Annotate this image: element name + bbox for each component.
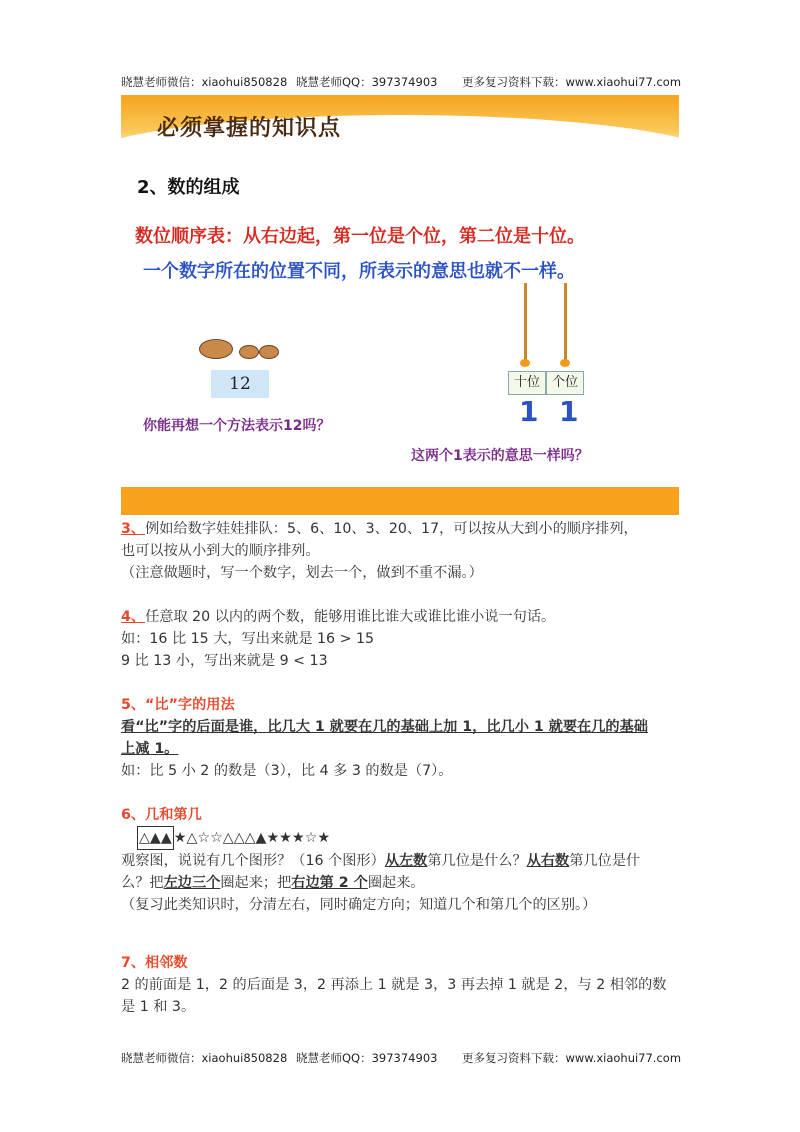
knowledge-banner — [121, 95, 679, 515]
banner-question-left: 你能再想一个方法表示12吗？ — [143, 418, 331, 434]
sec4-line2: 如：16 比 15 大，写出来就是 16 > 15 — [121, 631, 375, 647]
abacus-bead-tens — [520, 359, 530, 367]
banner-red-line: 数位顺序表：从右边起，第一位是个位，第二位是十位。 — [135, 226, 585, 247]
shapes-boxed-group: △▲▲ — [137, 826, 174, 850]
sec7-line1: 2 的前面是 1，2 的后面是 3，2 再添上 1 就是 3，3 再去掉 1 就是 2，与 2 相邻的数 — [121, 977, 667, 993]
sec3-line1: 3、例如给数字娃娃排队：5、6、10、3、20、17，可以按从大到小的顺序排列， — [121, 521, 638, 537]
sec7-title: 7、相邻数 — [121, 955, 188, 971]
footer-download: 更多复习资料下载：www.xiaohui77.com — [462, 1051, 682, 1065]
sec3-note: （注意做题时，写一个数字，划去一个，做到不重不漏。） — [121, 565, 483, 581]
sec7-line2: 是 1 和 3。 — [121, 999, 196, 1015]
sec5-rule-line1: 看“比”字的后面是谁，比几大 1 就要在几的基础上加 1，比几小 1 就要在几的基础 — [121, 719, 648, 735]
sec6-title: 6、几和第几 — [121, 807, 202, 823]
banner-question-right: 这两个1表示的意思一样吗？ — [411, 448, 589, 464]
ones-digit: 1 — [559, 395, 579, 428]
abacus-rod-tens — [524, 283, 527, 361]
abacus-bead-ones — [560, 359, 570, 367]
sec5-title: 5、“比”字的用法 — [121, 697, 235, 713]
header-wechat: 晓慧老师微信：xiaohui850828 — [121, 75, 288, 89]
sec6-note: （复习此类知识时，分清左右，同时确定方向；知道几个和第几个的区别。） — [121, 897, 597, 913]
sec5-example: 如：比 5 小 2 的数是（3），比 4 多 3 的数是（7）。 — [121, 763, 453, 779]
number-card: 12 — [211, 370, 269, 398]
sec6-shapes — [121, 826, 681, 850]
sec4-line3: 9 比 13 小，写出来就是 9 < 13 — [121, 653, 328, 669]
header-qq: 晓慧老师QQ：397374903 — [296, 75, 438, 89]
abacus-rod-ones — [564, 283, 567, 361]
banner-title: 必须掌握的知识点 — [157, 116, 342, 141]
tens-digit: 1 — [519, 395, 539, 428]
sec6-question-line2: 么？把左边三个圈起来；把右边第 2 个圈起来。 — [121, 875, 425, 891]
footer-qq: 晓慧老师QQ：397374903 — [296, 1051, 438, 1065]
sec3-number: 3、 — [121, 521, 146, 537]
tens-label: 十位 — [508, 371, 546, 395]
main-content — [121, 518, 681, 1018]
sec5-rule-line2: 上减 1。 — [121, 741, 179, 757]
sec6-question-line1: 观察图，说说有几个图形？（16 个图形）从左数第几位是什么？从右数第几位是什 — [121, 853, 641, 869]
shapes-rest: ★△☆☆△△△▲★★★☆★ — [173, 830, 331, 846]
banner-blue-line: 一个数字所在的位置不同，所表示的意思也就不一样。 — [143, 261, 575, 282]
footer-wechat: 晓慧老师微信：xiaohui850828 — [121, 1051, 288, 1065]
sec4-number: 4、 — [121, 609, 146, 625]
banner-subtitle: 2、数的组成 — [137, 177, 240, 198]
header-download: 更多复习资料下载：www.xiaohui77.com — [462, 75, 682, 89]
ones-label: 个位 — [546, 371, 584, 395]
sec4-line1: 4、任意取 20 以内的两个数，能够用谁比谁大或谁比谁小说一句话。 — [121, 609, 556, 625]
banner-orange-bottom — [121, 487, 679, 515]
sec3-line2: 也可以按从小到大的顺序排列。 — [121, 543, 320, 559]
beans-illustration — [199, 335, 299, 365]
